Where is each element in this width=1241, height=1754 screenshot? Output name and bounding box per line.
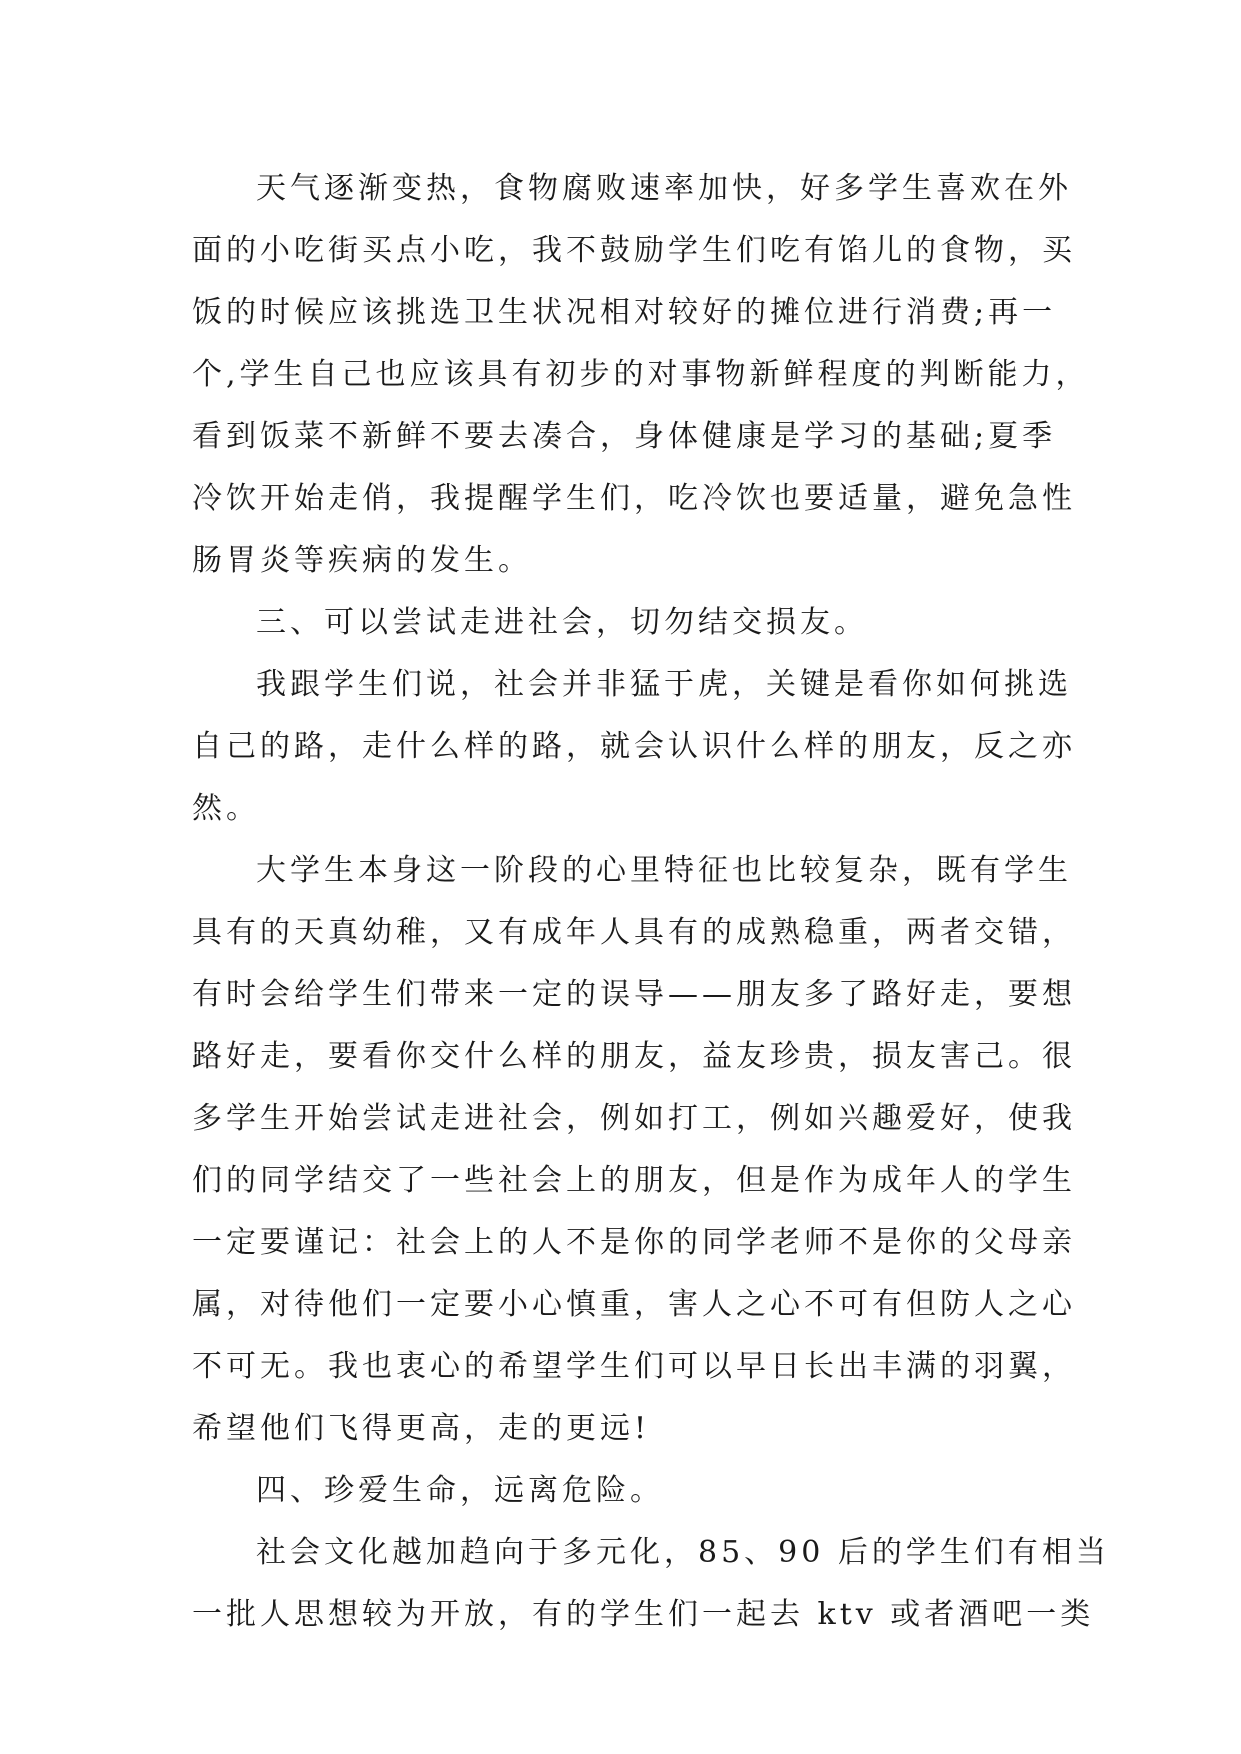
text-line: 一批人思想较为开放，有的学生们一起去 ktv 或者酒吧一类: [192, 1597, 1095, 1632]
text-line: 不可无。我也衷心的希望学生们可以早日长出丰满的羽翼，: [192, 1349, 1076, 1384]
text-line: 具有的天真幼稚，又有成年人具有的成熟稳重，两者交错，: [192, 915, 1076, 950]
section-heading: 四、珍爱生命，远离危险。: [256, 1473, 664, 1508]
text-line: 有时会给学生们带来一定的误导——朋友多了路好走，要想: [192, 977, 1076, 1012]
text-line: 一定要谨记：社会上的人不是你的同学老师不是你的父母亲: [192, 1225, 1076, 1260]
text-line: 肠胃炎等疾病的发生。: [192, 543, 532, 578]
text-line: 面的小吃街买点小吃，我不鼓励学生们吃有馅儿的食物，买: [192, 233, 1076, 268]
text-line: 然。: [192, 791, 260, 826]
text-line: 希望他们飞得更高，走的更远!: [192, 1411, 651, 1446]
text-line: 冷饮开始走俏，我提醒学生们，吃冷饮也要适量，避免急性: [192, 481, 1076, 516]
document-body: [192, 158, 1110, 1646]
text-line: 们的同学结交了一些社会上的朋友，但是作为成年人的学生: [192, 1163, 1076, 1198]
section-heading: 三、可以尝试走进社会，切勿结交损友。: [256, 605, 868, 640]
text-line: 社会文化越加趋向于多元化，85、90 后的学生们有相当: [256, 1535, 1110, 1570]
text-line: 属，对待他们一定要小心慎重，害人之心不可有但防人之心: [192, 1287, 1076, 1322]
text-line: 我跟学生们说，社会并非猛于虎，关键是看你如何挑选: [256, 667, 1072, 702]
text-line: 个,学生自己也应该具有初步的对事物新鲜程度的判断能力，: [192, 357, 1090, 392]
text-line: 路好走，要看你交什么样的朋友，益友珍贵，损友害己。很: [192, 1039, 1076, 1074]
text-line: 多学生开始尝试走进社会，例如打工，例如兴趣爱好，使我: [192, 1101, 1076, 1136]
text-line: 大学生本身这一阶段的心里特征也比较复杂，既有学生: [256, 853, 1072, 888]
text-line: 自己的路，走什么样的路，就会认识什么样的朋友，反之亦: [192, 729, 1076, 764]
text-line: 看到饭菜不新鲜不要去凑合，身体健康是学习的基础;夏季: [192, 419, 1057, 454]
text-line: 饭的时候应该挑选卫生状况相对较好的摊位进行消费;再一: [192, 295, 1057, 330]
text-line: 天气逐渐变热，食物腐败速率加快，好多学生喜欢在外: [256, 171, 1072, 206]
